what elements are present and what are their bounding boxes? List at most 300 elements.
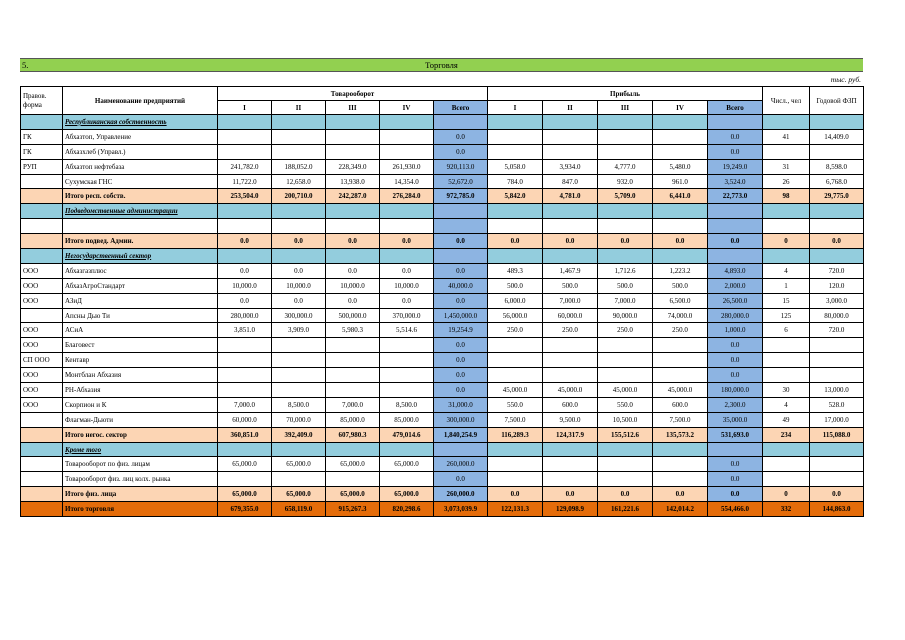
turnover-cell (380, 129, 434, 144)
turnover-cell (218, 353, 272, 368)
turnover-cell (326, 144, 380, 159)
turnover-cell: 0.0 (434, 383, 488, 398)
turnover-cell: 65,000.0 (272, 457, 326, 472)
turnover-cell (326, 219, 380, 234)
header-row-top (21, 87, 864, 101)
section-title-bar (20, 58, 863, 72)
turnover-cell: 65,000.0 (326, 457, 380, 472)
turnover-cell: 31,000.0 (434, 397, 488, 412)
turnover-cell: 228,349.0 (326, 159, 380, 174)
legal-form-cell: СП ООО (21, 353, 63, 368)
table-row (21, 263, 864, 278)
legal-form-cell (21, 219, 63, 234)
legal-form-cell: ГК (21, 144, 63, 159)
table-row (21, 412, 864, 427)
turnover-cell: 52,672.0 (434, 174, 488, 189)
headcount-cell (763, 219, 810, 234)
turnover-cell: 920,113.0 (434, 159, 488, 174)
profit-cell: 0.0 (708, 129, 763, 144)
headcount-cell: 125 (763, 308, 810, 323)
turnover-cell: 5,514.6 (380, 323, 434, 338)
enterprise-name-cell: Абхазтоп нефтебаза (63, 159, 218, 174)
turnover-cell (272, 129, 326, 144)
section-name: Кроме того (63, 442, 218, 457)
legal-form-cell (21, 457, 63, 472)
headcount-header: Числ., чел (763, 87, 810, 115)
section-empty-cell (434, 204, 488, 219)
profit-cell (598, 457, 653, 472)
turnover-cell: 392,409.0 (272, 427, 326, 442)
profit-cell: 6,000.0 (488, 293, 543, 308)
turnover-cell: 5,980.3 (326, 323, 380, 338)
profit-cell: 250.0 (598, 323, 653, 338)
section-empty-cell (272, 204, 326, 219)
section-empty-cell (326, 204, 380, 219)
profit-cell (598, 144, 653, 159)
profit-cell: 1,467.9 (543, 263, 598, 278)
table-row (21, 397, 864, 412)
turnover-cell: 0.0 (272, 263, 326, 278)
turnover-cell: 65,000.0 (218, 457, 272, 472)
turnover-cell (272, 368, 326, 383)
profit-cell (653, 338, 708, 353)
turnover-cell: 607,980.3 (326, 427, 380, 442)
turnover-cell: 40,000.0 (434, 278, 488, 293)
turnover-cell: 10,000.0 (218, 278, 272, 293)
profit-cell (543, 129, 598, 144)
section-empty-cell (708, 442, 763, 457)
turnover-cell: 188,052.0 (272, 159, 326, 174)
profit-cell: 45,000.0 (488, 383, 543, 398)
profit-cell: 489.3 (488, 263, 543, 278)
legal-form-cell (21, 234, 63, 249)
profit-cell: 7,000.0 (543, 293, 598, 308)
turnover-cell (326, 472, 380, 487)
turnover-q1-header: I (218, 101, 272, 115)
section-empty-cell (763, 249, 810, 264)
profit-cell: 0.0 (543, 487, 598, 502)
profit-cell: 1,712.6 (598, 263, 653, 278)
turnover-cell: 12,658.0 (272, 174, 326, 189)
unit-note: тыс. руб. (830, 75, 861, 84)
turnover-cell: 0.0 (434, 144, 488, 159)
headcount-cell: 4 (763, 397, 810, 412)
payroll-cell: 120.0 (810, 278, 864, 293)
payroll-cell (810, 338, 864, 353)
legal-form-cell (21, 174, 63, 189)
section-empty-cell (598, 204, 653, 219)
payroll-cell: 17,000.0 (810, 412, 864, 427)
legal-form-cell (21, 308, 63, 323)
profit-cell: 0.0 (598, 487, 653, 502)
table-row (21, 219, 864, 234)
headcount-cell (763, 144, 810, 159)
enterprise-name-cell: Скорпион и К (63, 397, 218, 412)
table-row (21, 338, 864, 353)
turnover-cell (380, 144, 434, 159)
profit-cell (543, 144, 598, 159)
profit-cell: 0.0 (543, 234, 598, 249)
turnover-cell: 65,000.0 (272, 487, 326, 502)
enterprise-name-cell: Итого физ. лица (63, 487, 218, 502)
profit-cell (543, 457, 598, 472)
legal-form-cell (21, 412, 63, 427)
table-row (21, 159, 864, 174)
headcount-cell: 98 (763, 189, 810, 204)
trade-table (20, 86, 864, 517)
section-name: Подведомственные администрации (63, 204, 218, 219)
section-empty-cell (218, 204, 272, 219)
section-row (21, 442, 864, 457)
payroll-cell: 0.0 (810, 487, 864, 502)
section-empty-cell (218, 249, 272, 264)
section-empty-cell (488, 204, 543, 219)
section-empty-cell (488, 442, 543, 457)
table-row (21, 383, 864, 398)
payroll-cell: 144,863.0 (810, 502, 864, 517)
profit-cell (543, 353, 598, 368)
section-empty-cell (272, 115, 326, 130)
table-row (21, 293, 864, 308)
profit-cell (598, 353, 653, 368)
table-row (21, 129, 864, 144)
profit-cell: 155,512.6 (598, 427, 653, 442)
turnover-cell: 85,000.0 (326, 412, 380, 427)
turnover-cell: 8,500.0 (380, 397, 434, 412)
turnover-cell: 276,284.0 (380, 189, 434, 204)
turnover-cell (326, 383, 380, 398)
profit-cell: 9,500.0 (543, 412, 598, 427)
subtotal-row (21, 189, 864, 204)
profit-cell: 180,000.0 (708, 383, 763, 398)
profit-cell: 4,777.0 (598, 159, 653, 174)
turnover-cell: 65,000.0 (380, 487, 434, 502)
turnover-cell: 10,000.0 (380, 278, 434, 293)
profit-cell (543, 338, 598, 353)
section-name: Негосударственный сектор (63, 249, 218, 264)
payroll-cell: 0.0 (810, 234, 864, 249)
headcount-cell: 31 (763, 159, 810, 174)
enterprise-name-header: Наименование предприятий (63, 87, 218, 115)
profit-cell: 161,221.6 (598, 502, 653, 517)
headcount-cell: 26 (763, 174, 810, 189)
profit-cell (598, 368, 653, 383)
profit-cell (653, 144, 708, 159)
turnover-cell: 3,073,039.9 (434, 502, 488, 517)
turnover-cell: 8,500.0 (272, 397, 326, 412)
turnover-cell: 0.0 (218, 293, 272, 308)
profit-cell: 4,893.0 (708, 263, 763, 278)
turnover-cell: 820,298.6 (380, 502, 434, 517)
profit-cell: 500.0 (543, 278, 598, 293)
profit-cell: 19,249.0 (708, 159, 763, 174)
profit-cell: 26,500.0 (708, 293, 763, 308)
headcount-cell (763, 368, 810, 383)
profit-cell (488, 129, 543, 144)
turnover-cell: 10,000.0 (272, 278, 326, 293)
turnover-cell: 241,782.0 (218, 159, 272, 174)
profit-cell: 847.0 (543, 174, 598, 189)
profit-cell (543, 472, 598, 487)
turnover-cell: 13,938.0 (326, 174, 380, 189)
enterprise-name-cell: Абхазхлеб (Управл.) (63, 144, 218, 159)
turnover-cell (380, 353, 434, 368)
profit-q4-header: IV (653, 101, 708, 115)
headcount-cell (763, 472, 810, 487)
section-empty-cell (653, 115, 708, 130)
profit-cell: 0.0 (708, 144, 763, 159)
section-empty-cell (653, 442, 708, 457)
section-title: Торговля (425, 60, 458, 70)
enterprise-name-cell: Товарооборот физ. лиц колх. рынка (63, 472, 218, 487)
section-empty-cell (272, 442, 326, 457)
profit-cell: 0.0 (488, 487, 543, 502)
section-empty-cell (763, 115, 810, 130)
turnover-cell: 260,000.0 (434, 487, 488, 502)
grand-total-row (21, 502, 864, 517)
enterprise-name-cell: Итого торговля (63, 502, 218, 517)
turnover-cell (272, 338, 326, 353)
profit-cell: 4,781.0 (543, 189, 598, 204)
turnover-cell: 11,722.0 (218, 174, 272, 189)
turnover-cell (326, 353, 380, 368)
turnover-cell: 0.0 (434, 293, 488, 308)
turnover-cell (218, 338, 272, 353)
subtotal-row (21, 234, 864, 249)
profit-cell: 90,000.0 (598, 308, 653, 323)
turnover-cell: 0.0 (218, 234, 272, 249)
enterprise-name-cell: АСиА (63, 323, 218, 338)
turnover-cell: 3,909.0 (272, 323, 326, 338)
turnover-cell (218, 219, 272, 234)
payroll-cell (810, 219, 864, 234)
section-empty-cell (810, 204, 864, 219)
turnover-cell: 0.0 (326, 234, 380, 249)
profit-cell: 122,131.3 (488, 502, 543, 517)
profit-cell (653, 457, 708, 472)
section-empty-cell (598, 115, 653, 130)
turnover-cell: 479,014.6 (380, 427, 434, 442)
profit-q3-header: III (598, 101, 653, 115)
section-empty-cell (763, 204, 810, 219)
section-empty-cell (326, 249, 380, 264)
profit-cell: 0.0 (708, 234, 763, 249)
legal-form-cell: ООО (21, 293, 63, 308)
payroll-cell: 720.0 (810, 263, 864, 278)
profit-cell (543, 219, 598, 234)
turnover-cell: 360,851.0 (218, 427, 272, 442)
enterprise-name-cell: Благовест (63, 338, 218, 353)
legal-form-cell: ООО (21, 338, 63, 353)
turnover-cell: 253,504.0 (218, 189, 272, 204)
profit-cell: 250.0 (543, 323, 598, 338)
turnover-cell: 1,450,000.0 (434, 308, 488, 323)
profit-q1-header: I (488, 101, 543, 115)
profit-cell: 10,500.0 (598, 412, 653, 427)
section-number: 5. (22, 60, 29, 70)
profit-cell: 5,842.0 (488, 189, 543, 204)
profit-cell: 135,573.2 (653, 427, 708, 442)
turnover-cell (272, 353, 326, 368)
enterprise-name-cell (63, 219, 218, 234)
payroll-header: Годовой ФЗП (810, 87, 864, 115)
turnover-cell: 0.0 (434, 353, 488, 368)
profit-cell: 45,000.0 (598, 383, 653, 398)
profit-cell: 7,500.0 (488, 412, 543, 427)
turnover-q2-header: II (272, 101, 326, 115)
profit-cell: 250.0 (488, 323, 543, 338)
turnover-cell: 0.0 (272, 234, 326, 249)
enterprise-name-cell: Товарооборот по физ. лицам (63, 457, 218, 472)
profit-cell: 0.0 (598, 234, 653, 249)
turnover-cell (380, 472, 434, 487)
payroll-cell: 29,775.0 (810, 189, 864, 204)
payroll-cell: 528.0 (810, 397, 864, 412)
turnover-cell: 0.0 (272, 293, 326, 308)
turnover-cell: 500,000.0 (326, 308, 380, 323)
turnover-cell: 972,785.0 (434, 189, 488, 204)
profit-cell: 7,500.0 (653, 412, 708, 427)
profit-cell: 1,223.2 (653, 263, 708, 278)
profit-cell: 554,466.0 (708, 502, 763, 517)
turnover-cell: 280,000.0 (218, 308, 272, 323)
profit-q2-header: II (543, 101, 598, 115)
legal-form-cell (21, 427, 63, 442)
profit-cell: 0.0 (708, 487, 763, 502)
turnover-cell: 0.0 (218, 263, 272, 278)
section-empty-cell (810, 115, 864, 130)
profit-cell: 932.0 (598, 174, 653, 189)
turnover-cell: 242,287.0 (326, 189, 380, 204)
section-empty-cell (380, 249, 434, 264)
profit-cell (488, 368, 543, 383)
profit-cell (653, 353, 708, 368)
turnover-q3-header: III (326, 101, 380, 115)
payroll-cell (810, 353, 864, 368)
profit-cell: 0.0 (488, 234, 543, 249)
trade-report-sheet (20, 58, 863, 517)
table-row (21, 174, 864, 189)
payroll-cell: 8,598.0 (810, 159, 864, 174)
legal-form-cell: ООО (21, 263, 63, 278)
profit-cell: 6,500.0 (653, 293, 708, 308)
table-row (21, 368, 864, 383)
profit-cell: 500.0 (598, 278, 653, 293)
headcount-cell: 4 (763, 263, 810, 278)
turnover-cell (326, 129, 380, 144)
profit-cell: 124,317.9 (543, 427, 598, 442)
turnover-cell: 679,355.0 (218, 502, 272, 517)
profit-cell: 45,000.0 (543, 383, 598, 398)
turnover-cell (272, 383, 326, 398)
profit-cell: 0.0 (708, 353, 763, 368)
turnover-cell (218, 368, 272, 383)
section-empty-cell (598, 249, 653, 264)
profit-cell (488, 353, 543, 368)
profit-cell (653, 219, 708, 234)
section-empty-cell (708, 204, 763, 219)
turnover-cell: 200,710.0 (272, 189, 326, 204)
turnover-header: Товарооборот (218, 87, 488, 101)
enterprise-name-cell: Сухумская ГНС (63, 174, 218, 189)
profit-cell: 5,480.0 (653, 159, 708, 174)
section-empty-cell (326, 115, 380, 130)
turnover-cell: 915,267.3 (326, 502, 380, 517)
table-row (21, 278, 864, 293)
turnover-cell: 300,000.0 (434, 412, 488, 427)
turnover-cell: 65,000.0 (218, 487, 272, 502)
profit-cell: 280,000.0 (708, 308, 763, 323)
headcount-cell (763, 338, 810, 353)
profit-cell (653, 368, 708, 383)
payroll-cell: 3,000.0 (810, 293, 864, 308)
section-empty-cell (810, 442, 864, 457)
headcount-cell: 49 (763, 412, 810, 427)
turnover-cell: 1,840,254.9 (434, 427, 488, 442)
profit-cell: 500.0 (653, 278, 708, 293)
turnover-cell: 19,254.9 (434, 323, 488, 338)
section-empty-cell (598, 442, 653, 457)
turnover-cell: 14,354.0 (380, 174, 434, 189)
profit-cell (488, 472, 543, 487)
profit-cell: 5,709.0 (598, 189, 653, 204)
profit-cell: 56,000.0 (488, 308, 543, 323)
profit-cell (653, 129, 708, 144)
payroll-cell: 80,000.0 (810, 308, 864, 323)
payroll-cell (810, 472, 864, 487)
enterprise-name-cell: Флагман-Дьюти (63, 412, 218, 427)
profit-cell: 3,524.0 (708, 174, 763, 189)
legal-form-cell: РУП (21, 159, 63, 174)
table-row (21, 457, 864, 472)
profit-header: Прибыль (488, 87, 763, 101)
profit-cell: 550.0 (598, 397, 653, 412)
enterprise-name-cell: Итого респ. собств. (63, 189, 218, 204)
turnover-cell: 65,000.0 (326, 487, 380, 502)
payroll-cell (810, 144, 864, 159)
turnover-cell (326, 338, 380, 353)
profit-cell (488, 144, 543, 159)
profit-cell (598, 219, 653, 234)
turnover-cell: 0.0 (380, 293, 434, 308)
enterprise-name-cell: Кентавр (63, 353, 218, 368)
profit-cell: 35,000.0 (708, 412, 763, 427)
headcount-cell: 41 (763, 129, 810, 144)
profit-cell: 22,773.0 (708, 189, 763, 204)
section-empty-cell (434, 249, 488, 264)
turnover-cell: 0.0 (326, 293, 380, 308)
legal-form-header: Правов. форма (21, 87, 63, 115)
turnover-cell: 85,000.0 (380, 412, 434, 427)
legal-form-cell: ООО (21, 278, 63, 293)
profit-cell: 2,300.0 (708, 397, 763, 412)
table-row (21, 323, 864, 338)
enterprise-name-cell: Итого подвед. Админ. (63, 234, 218, 249)
turnover-cell: 3,851.0 (218, 323, 272, 338)
section-form-cell (21, 249, 63, 264)
section-empty-cell (434, 115, 488, 130)
profit-cell: 3,934.0 (543, 159, 598, 174)
profit-cell: 500.0 (488, 278, 543, 293)
table-row (21, 144, 864, 159)
enterprise-name-cell: РН-Абхазия (63, 383, 218, 398)
legal-form-cell (21, 189, 63, 204)
enterprise-name-cell: Абхазгазплюс (63, 263, 218, 278)
section-row (21, 249, 864, 264)
turnover-cell (272, 472, 326, 487)
profit-cell: 6,441.0 (653, 189, 708, 204)
section-empty-cell (763, 442, 810, 457)
